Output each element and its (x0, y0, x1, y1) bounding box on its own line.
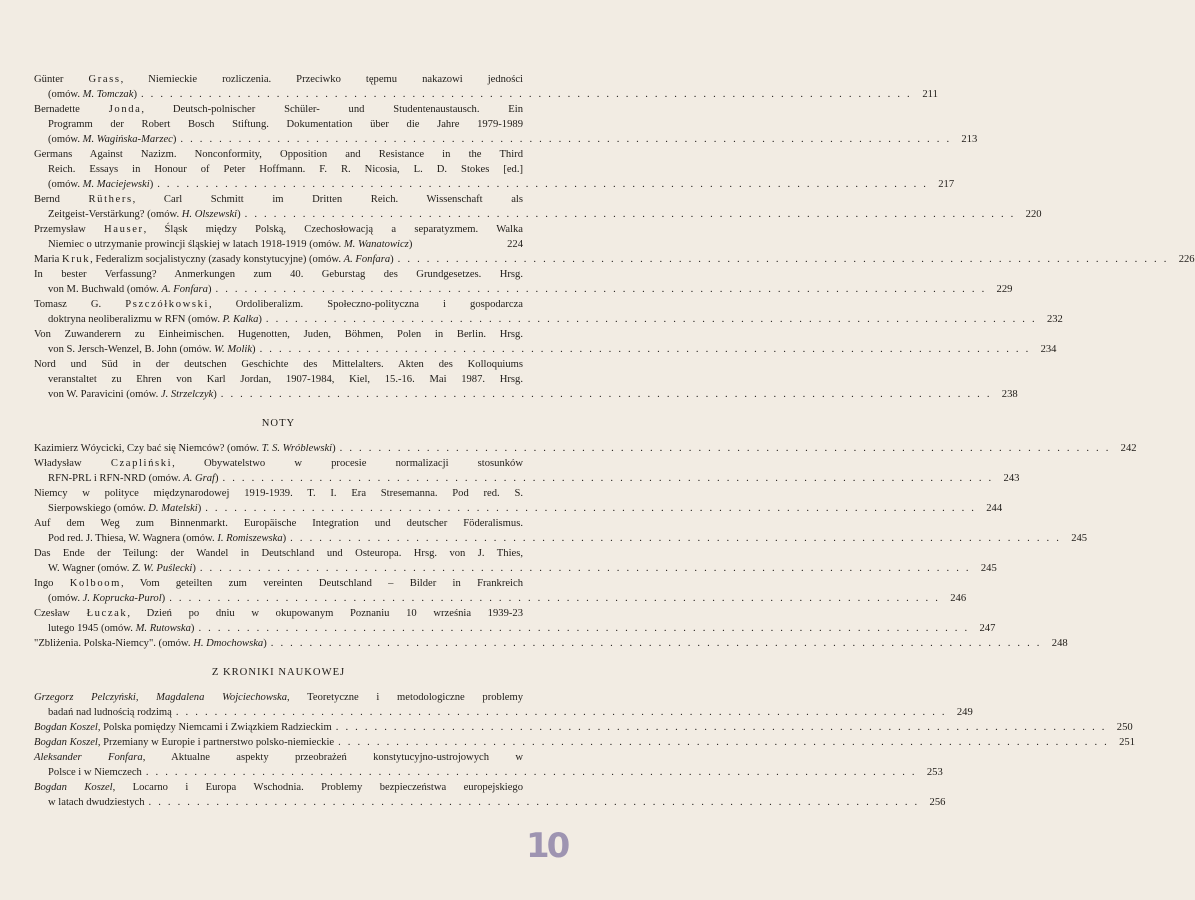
leader-dots: . . . . . . . . . . . . . . . . . . . . . . . . . . . . . . . . . . . . . . . . . . . . . . . . . . . . . . . . . . . . . . . . . . . . . . . . . . . . . . . . (145, 767, 917, 778)
entry-text: Ingo (34, 578, 70, 589)
page-number: 224 (507, 239, 523, 250)
entry-text: , Federalizm socjalistyczny (zasady konstytucyjne) (omów. (90, 254, 344, 265)
entry-text: , Przemiany w Europie i partnerstwo polsko-niemieckie (97, 737, 335, 748)
leader-dots: . . . . . . . . . . . . . . . . . . . . . . . . . . . . . . . . . . . . . . . . . . . . . . . . . . . . . . . . . . . . . . . . . . . . . . . . . . . . . . . . (338, 737, 1109, 748)
toc-entry-text (48, 312, 262, 327)
toc-entry (34, 252, 1195, 267)
entry-text: Czesław (34, 608, 87, 619)
entry-text: RFN-PRL i RFN-NRD (omów. (48, 473, 184, 484)
toc-entry-text (34, 329, 523, 340)
page-number: 256 (929, 797, 946, 808)
toc-entry-line (34, 387, 1018, 402)
entry-text: In bester Verfassung? Anmerkungen zum 40. Geburstag des Grundgesetzes. Hrsg. (34, 269, 523, 280)
page-number: 245 (1071, 533, 1088, 544)
page-number: 245 (980, 563, 997, 574)
reviewer-name: J. Strzelczyk (160, 389, 214, 400)
leader-dots: . . . . . . . . . . . . . . . . . . . . . . . . . . . . . . . . . . . . . . . . . . . . . . . . . . . . . . . . . . . . . . . . . . . . . . . . . . . . . . . . (180, 134, 952, 145)
toc-entry-text (48, 207, 241, 222)
toc-entry (34, 267, 1013, 297)
leader-dots: . . . . . . . . . . . . . . . . . . . . . . . . . . . . . . . . . . . . . . . . . . . . . . . . . . . . . . . . . . . . . . . . . . . . . . . . . . . . . . . . (175, 707, 947, 718)
entry-text: , Carl Schmitt im Dritten Reich. Wissenschaft als (132, 194, 523, 205)
leader-dots: . . . . . . . . . . . . . . . . . . . . . . . . . . . . . . . . . . . . . . . . . . . . . . . . . . . . . . . . . . . . . . . . . . . . . . . . . . . . . . . . (220, 389, 992, 400)
entry-text: Niemiec o utrzymanie prowincji śląskiej w latach 1918-1919 (omów. (48, 239, 344, 250)
entry-text: Nord und Süd in der deutschen Geschichte des Mittelalters. Akten des Kolloquiums (34, 359, 523, 370)
toc-entry-line (34, 705, 973, 720)
toc-entry-text (48, 561, 196, 576)
entry-text: , Polska pomiędzy Niemcami i Związkiem Radzieckim (97, 722, 332, 733)
toc-entry-text (34, 441, 336, 456)
toc-entry-line (34, 177, 955, 192)
toc-entry (34, 147, 955, 192)
toc-entry-text (34, 782, 523, 793)
leader-dots: . . . . . . . . . . . . . . . . . . . . . . . . . . . . . . . . . . . . . . . . . . . . . . . . . . . . . . . . . . . . . . . . . . . . . . . . . . . . . . . . (270, 638, 1042, 649)
toc-entry-line (34, 720, 1133, 735)
toc-entry-text (34, 359, 523, 370)
page-number: 213 (961, 134, 978, 145)
toc-entry-line (34, 765, 943, 780)
toc-entry-line (34, 780, 523, 795)
toc-entry-line (34, 237, 523, 252)
toc-entry-text (48, 282, 212, 297)
toc-entry-line (34, 327, 523, 342)
entry-text: ) (133, 89, 137, 100)
entry-text: Bernadette (34, 104, 109, 115)
entry-text: von S. Jersch-Wenzel, B. John (omów. (48, 344, 215, 355)
toc-entry-text (48, 177, 153, 192)
leader-dots: . . . . . . . . . . . . . . . . . . . . . . . . . . . . . . . . . . . . . . . . . . . . . . . . . . . . . . . . . . . . . . . . . . . . . . . . . . . . . . . . (157, 179, 929, 190)
toc-entry-line (34, 621, 996, 636)
toc-entry-text (34, 74, 523, 85)
toc-entry-line (34, 87, 938, 102)
toc-entry-line (34, 222, 523, 237)
entry-text: Programm der Robert Bosch Stiftung. Dokumentation über die Jahre 1979-1989 (48, 119, 523, 130)
toc-entry (34, 222, 523, 252)
entry-text: ) (207, 284, 212, 295)
entry-text: ) (213, 389, 217, 400)
page-number: 226 (1178, 254, 1195, 265)
toc-entry-text (34, 692, 523, 703)
reviewer-name: Grzegorz Pelczyński, Magdalena Wojciechowska (34, 692, 288, 703)
page-number: 246 (950, 593, 967, 604)
toc-entry-text (48, 374, 523, 385)
toc-entry (34, 546, 997, 576)
page-number: 217 (938, 179, 955, 190)
toc-entry (34, 72, 938, 102)
leader-dots: . . . . . . . . . . . . . . . . . . . . . . . . . . . . . . . . . . . . . . . . . . . . . . . . . . . . . . . . . . . . . . . . . . . . . . . . . . . . . . . . (215, 284, 987, 295)
toc-entry-line (34, 102, 523, 117)
leader-dots: . . . . . . . . . . . . . . . . . . . . . . . . . . . . . . . . . . . . . . . . . . . . . . . . . . . . . . . . . . . . . . . . . . . . . . . . . . . . . . . . (339, 443, 1111, 454)
entry-text: Auf dem Weg zum Binnenmarkt. Europäische Integration und deutscher Föderalismus. (34, 518, 523, 529)
author-surname: Jonda (108, 104, 142, 115)
toc-entry (34, 192, 1042, 222)
entry-text: Tomasz G. (34, 299, 126, 310)
entry-text: ) (332, 443, 336, 454)
toc-entry-text (48, 705, 172, 720)
toc-entry (34, 357, 1018, 402)
entry-text: von W. Paravicini (omów. (48, 389, 161, 400)
toc-entry (34, 516, 1088, 546)
author-surname: Grass (88, 74, 121, 85)
author-surname: Rüthers (88, 194, 133, 205)
toc-entry-line (34, 516, 523, 531)
reviewer-name: D. Matelski (148, 503, 198, 514)
toc-entry-text (34, 458, 523, 469)
entry-text: Maria (34, 254, 62, 265)
entry-text: , Locarno i Europa Wschodnia. Problemy bezpieczeństwa europejskiego (112, 782, 524, 793)
section-title: Z KRONIKI NAUKOWEJ (211, 667, 346, 678)
page-number: 234 (1040, 344, 1057, 355)
entry-text: Reich. Essays in Honour of Peter Hoffmann. F. R. Nicosia, L. D. Stokes [ed.] (48, 164, 523, 175)
entry-text: Germans Against Nazizm. Nonconformity, Opposition and Resistance in the Third (34, 149, 523, 160)
toc-entry-line (34, 546, 523, 561)
entry-text: W. Wagner (omów. (48, 563, 133, 574)
section-title: NOTY (261, 418, 296, 429)
toc-entry-line (34, 456, 523, 471)
toc-entry-line (34, 690, 523, 705)
toc-entry-text (48, 591, 165, 606)
entry-text: ) (192, 563, 196, 574)
entry-text: , Śląsk między Polską, Czechosłowacją a separatyzmem. Walka (143, 224, 523, 235)
page-number: 247 (979, 623, 996, 634)
reviewer-name: M. Wanatowicz (343, 239, 409, 250)
leader-dots: . . . . . . . . . . . . . . . . . . . . . . . . . . . . . . . . . . . . . . . . . . . . . . . . . . . . . . . . . . . . . . . . . . . . . . . . . . . . . . . . (290, 533, 1062, 544)
toc-entry-text (48, 164, 523, 175)
reviewer-name: H. Dmochowska (193, 638, 264, 649)
entry-text: Bernd (34, 194, 89, 205)
page-number: 242 (1120, 443, 1137, 454)
reviewer-name: I. Romiszewska (217, 533, 283, 544)
entry-text: ) (408, 239, 413, 250)
toc-entry-line (34, 561, 997, 576)
toc-entry-text (48, 471, 219, 486)
entry-text: veranstaltet zu Ehren von Karl Jordan, 1907-1984, Kiel, 15.-16. Mai 1987. Hrsg. (48, 374, 523, 385)
toc-entry-text (48, 621, 194, 636)
toc-entry-line (34, 117, 523, 132)
entry-text: , Dzień po dniu w okupowanym Poznaniu 10 września 1939-23 (127, 608, 523, 619)
toc-entry-text (34, 720, 332, 735)
toc-entry (34, 780, 946, 810)
reviewer-name: Z. W. Puślecki (132, 563, 193, 574)
entry-text: ) (149, 179, 154, 190)
leader-dots: . . . . . . . . . . . . . . . . . . . . . . . . . . . . . . . . . . . . . . . . . . . . . . . . . . . . . . . . . . . . . . . . . . . . . . . . . . . . . . . . (259, 344, 1031, 355)
toc-entry-text (34, 578, 523, 589)
entry-text: Niemcy w polityce międzynarodowej 1919-1939. T. I. Era Stresemanna. Pod red. S. (34, 488, 523, 499)
toc-entry-line (34, 252, 1195, 267)
table-of-contents (34, 72, 1195, 810)
entry-text: Das Ende der Teilung: der Wandel in Deutschland und Osteuropa. Hrsg. von J. Thies, (34, 548, 523, 559)
leader-dots: . . . . . . . . . . . . . . . . . . . . . . . . . . . . . . . . . . . . . . . . . . . . . . . . . . . . . . . . . . . . . . . . . . . . . . . . . . . . . . . . (169, 593, 941, 604)
reviewer-name: P. Kalka (222, 314, 259, 325)
entry-text: Sierpowskiego (omów. (48, 503, 149, 514)
toc-entry-line (34, 591, 967, 606)
toc-entry-text (48, 237, 412, 252)
reviewer-name: H. Olszewski (181, 209, 238, 220)
reviewer-name: Bogdan Koszel (34, 722, 98, 733)
entry-text: (omów. (48, 89, 83, 100)
entry-text: Günter (34, 74, 89, 85)
reviewer-name: M. Tomczak (82, 89, 134, 100)
toc-entry-text (34, 299, 523, 310)
reviewer-name: Bogdan Koszel (34, 737, 98, 748)
page-number: 253 (926, 767, 943, 778)
page-number: 232 (1046, 314, 1063, 325)
reviewer-name: A. Fonfara (343, 254, 391, 265)
entry-text: (omów. (48, 593, 83, 604)
page-number: 211 (922, 89, 938, 100)
toc-entry-line (34, 192, 523, 207)
page-number: 220 (1025, 209, 1042, 220)
leader-dots: . . . . . . . . . . . . . . . . . . . . . . . . . . . . . . . . . . . . . . . . . . . . . . . . . . . . . . . . . . . . . . . . . . . . . . . . . . . . . . . . (335, 722, 1107, 733)
toc-entry (34, 456, 1020, 486)
author-surname: Łuczak (86, 608, 128, 619)
toc-entry-text (48, 132, 176, 147)
entry-text: Von Zuwanderern zu Einheimischen. Hugenotten, Juden, Böhmen, Polen in Berlin. Hrsg. (34, 329, 523, 340)
leader-dots: . . . . . . . . . . . . . . . . . . . . . . . . . . . . . . . . . . . . . . . . . . . . . . . . . . . . . . . . . . . . . . . . . . . . . . . . . . . . . . . . (397, 254, 1169, 265)
toc-entry-line (34, 312, 1063, 327)
author-surname: Kruk (61, 254, 91, 265)
toc-entry-text (34, 269, 523, 280)
toc-entry-line (34, 471, 1020, 486)
entry-text: ) (237, 209, 241, 220)
reviewer-name: M. Wagińska-Marzec (82, 134, 173, 145)
page-number: 229 (996, 284, 1013, 295)
entry-text: Kazimierz Wóycicki, Czy bać się Niemców? (omów. (34, 443, 262, 454)
entry-text: , Niemieckie rozliczenia. Przeciwko tępemu nakazowi jedności (120, 74, 523, 85)
toc-entry-line (34, 606, 523, 621)
toc-entry-text (34, 149, 523, 160)
toc-entry-text (34, 518, 523, 529)
toc-entry-text (48, 501, 201, 516)
entry-text: Przemysław (34, 224, 105, 235)
toc-entry-line (34, 267, 523, 282)
toc-entry-text (48, 531, 286, 546)
toc-entry-text (48, 87, 137, 102)
toc-entry (34, 327, 1057, 357)
entry-text: ) (214, 473, 219, 484)
toc-entry (34, 576, 967, 606)
reviewer-name: A. Graf (183, 473, 215, 484)
toc-entry-line (34, 501, 1003, 516)
entry-text: Pod red. J. Thiesa, W. Wagnera (omów. (48, 533, 218, 544)
toc-entry (34, 486, 1003, 516)
toc-entry-line (34, 795, 946, 810)
reviewer-name: Aleksander Fonfara (34, 752, 143, 763)
page-number: 243 (1003, 473, 1020, 484)
toc-entry-text (34, 636, 267, 651)
reviewer-name: Bogdan Koszel (34, 782, 113, 793)
toc-entry-line (34, 531, 1088, 546)
toc-entry-line (34, 357, 523, 372)
toc-entry-text (48, 387, 217, 402)
entry-text: doktryna neoliberalizmu w RFN (omów. (48, 314, 223, 325)
toc-entry-text (48, 795, 145, 810)
entry-text: Władysław (34, 458, 111, 469)
leader-dots: . . . . . . . . . . . . . . . . . . . . . . . . . . . . . . . . . . . . . . . . . . . . . . . . . . . . . . . . . . . . . . . . . . . . . . . . . . . . . . . . (205, 503, 977, 514)
toc-entry-line (34, 72, 523, 87)
author-surname: Pszczółkowski (125, 299, 210, 310)
toc-entry-line (34, 486, 523, 501)
entry-text: ) (282, 533, 287, 544)
author-surname: Czapliński (110, 458, 173, 469)
toc-entry-text (48, 342, 256, 357)
toc-entry-text (34, 252, 394, 267)
page-number: 251 (1119, 737, 1135, 748)
entry-text: , Aktualne aspekty przeobrażeń konstytucyjno-ustrojowych w (142, 752, 523, 763)
toc-entry-text (34, 488, 523, 499)
entry-text: "Zbliżenia. Polska-Niemcy". (omów. (34, 638, 194, 649)
entry-text: ) (172, 134, 177, 145)
reviewer-name: T. S. Wróblewski (261, 443, 333, 454)
leader-dots: . . . . . . . . . . . . . . . . . . . . . . . . . . . . . . . . . . . . . . . . . . . . . . . . . . . . . . . . . . . . . . . . . . . . . . . . . . . . . . . . (265, 314, 1037, 325)
entry-text: , Teoretyczne i metodologiczne problemy (287, 692, 523, 703)
toc-entry-line (34, 147, 523, 162)
toc-entry-line (34, 576, 523, 591)
entry-text: ) (252, 344, 256, 355)
toc-entry (34, 636, 1068, 651)
toc-entry-text (34, 548, 523, 559)
reviewer-name: A. Fonfara (161, 284, 208, 295)
page-number: 249 (956, 707, 973, 718)
entry-text: , Deutsch-polnischer Schüler- und Studentenaustausch. Ein (141, 104, 523, 115)
toc-entry-line (34, 750, 523, 765)
entry-text: , Ordoliberalizm. Społeczno-polityczna i gospodarcza (209, 299, 524, 310)
reviewer-name: M. Maciejewski (82, 179, 150, 190)
toc-entry (34, 720, 1133, 735)
leader-dots: . . . . . . . . . . . . . . . . . . . . . . . . . . . . . . . . . . . . . . . . . . . . . . . . . . . . . . . . . . . . . . . . . . . . . . . . . . . . . . . . (198, 623, 970, 634)
reviewer-name: W. Molik (214, 344, 253, 355)
entry-text: Zeitgeist-Verstärkung? (omów. (48, 209, 182, 220)
toc-entry-line (34, 441, 1137, 456)
entry-text: lutego 1945 (omów. (48, 623, 136, 634)
toc-entry-text (34, 194, 523, 205)
toc-entry (34, 690, 973, 720)
toc-entry-line (34, 342, 1057, 357)
toc-entry-line (34, 636, 1068, 651)
toc-entry (34, 606, 996, 636)
toc-entry-text (34, 224, 523, 235)
entry-text: ) (161, 593, 166, 604)
toc-entry-text (34, 104, 523, 115)
entry-text: , Vom geteilten zum vereinten Deutschland – Bilder in Frankreich (120, 578, 523, 589)
toc-entry-line (34, 207, 1042, 222)
toc-entry (34, 297, 1063, 327)
entry-text: ) (258, 314, 262, 325)
leader-dots: . . . . . . . . . . . . . . . . . . . . . . . . . . . . . . . . . . . . . . . . . . . . . . . . . . . . . . . . . . . . . . . . . . . . . . . . . . . . . . . . (222, 473, 994, 484)
page-number: 238 (1001, 389, 1018, 400)
page-number: 244 (986, 503, 1003, 514)
entry-text: (omów. (48, 179, 83, 190)
toc-entry-line (34, 162, 523, 177)
entry-text: Polsce i w Niemczech (48, 767, 142, 778)
toc-entry-text (34, 752, 523, 763)
page-number: 250 (1116, 722, 1133, 733)
leader-dots: . . . . . . . . . . . . . . . . . . . . . . . . . . . . . . . . . . . . . . . . . . . . . . . . . . . . . . . . . . . . . . . . . . . . . . . . . . . . . . . . (244, 209, 1016, 220)
toc-entry-text (34, 735, 334, 750)
leader-dots: . . . . . . . . . . . . . . . . . . . . . . . . . . . . . . . . . . . . . . . . . . . . . . . . . . . . . . . . . . . . . . . . . . . . . . . . . . . . . . . . (148, 797, 920, 808)
toc-entry-line (34, 297, 523, 312)
reviewer-name: M. Rutowska (135, 623, 191, 634)
entry-text: (omów. (48, 134, 83, 145)
toc-entry-text (48, 119, 523, 130)
toc-entry-text (34, 608, 523, 619)
entry-text: ) (197, 503, 202, 514)
toc-entry (34, 441, 1137, 456)
toc-entry-line (34, 372, 523, 387)
toc-entry (34, 735, 1135, 750)
entry-text: ) (190, 623, 195, 634)
entry-text: w latach dwudziestych (48, 797, 145, 808)
author-surname: Kolboom (69, 578, 121, 589)
entry-text: von M. Buchwald (omów. (48, 284, 162, 295)
leader-dots: . . . . . . . . . . . . . . . . . . . . . . . . . . . . . . . . . . . . . . . . . . . . . . . . . . . . . . . . . . . . . . . . . . . . . . . . . . . . . . . . (140, 89, 912, 100)
reviewer-name: J. Koprucka-Purol (82, 593, 162, 604)
toc-entry-line (34, 132, 978, 147)
author-surname: Hauser (104, 224, 144, 235)
toc-entry-line (34, 282, 1013, 297)
entry-text: badań nad ludnością rodzimą (48, 707, 172, 718)
entry-text: ) (390, 254, 394, 265)
toc-entry-text (48, 765, 142, 780)
page-stamp: 10 (526, 826, 568, 866)
entry-text: ) (263, 638, 267, 649)
toc-entry (34, 750, 943, 780)
entry-text: , Obywatelstwo w procesie normalizacji stosunków (172, 458, 523, 469)
toc-entry (34, 102, 978, 147)
page-number: 248 (1051, 638, 1068, 649)
toc-entry-line (34, 735, 1135, 750)
leader-dots: . . . . . . . . . . . . . . . . . . . . . . . . . . . . . . . . . . . . . . . . . . . . . . . . . . . . . . . . . . . . . . . . . . . . . . . . . . . . . . . . (199, 563, 971, 574)
